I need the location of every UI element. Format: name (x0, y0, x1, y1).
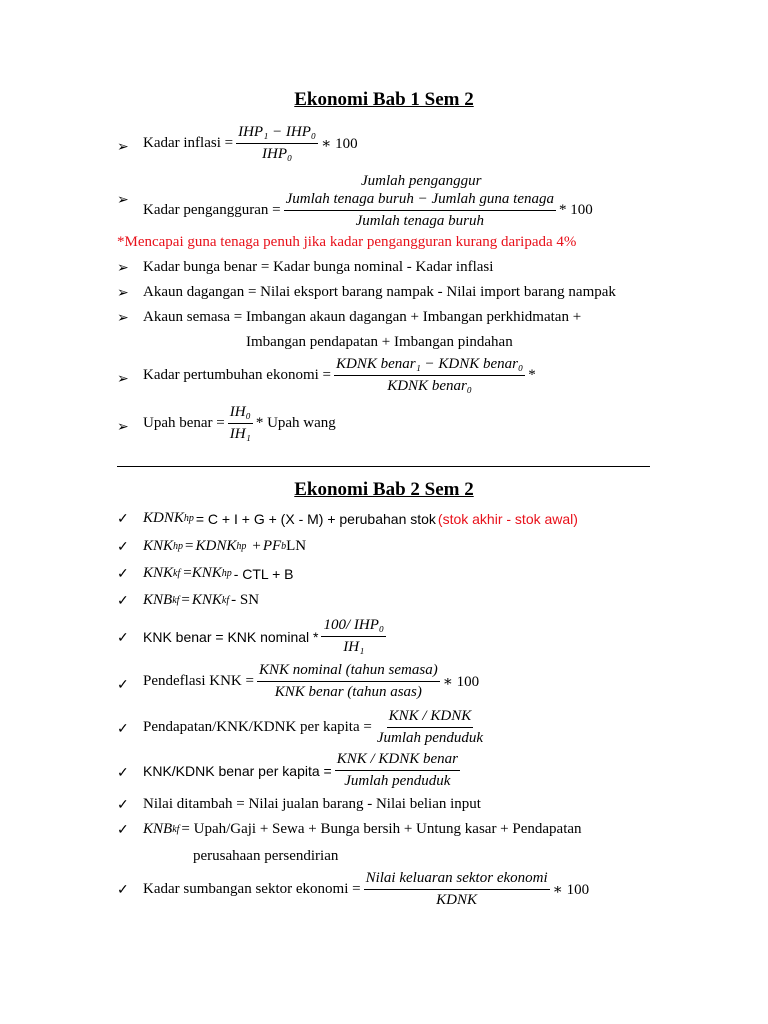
formula-sumbangan-sektor (143, 870, 589, 909)
formula-knk-hp: KNK hp = KDNK hp + PF b LN (143, 538, 307, 554)
formula-kadar-pengangguran (143, 191, 593, 230)
var-ln: LN (286, 538, 307, 554)
formula-nilai-ditambah: Nilai ditambah = Nilai jualan barang - Nilai belian input (143, 796, 481, 812)
label-jumlah-penganggur: Jumlah penganggur (361, 173, 482, 189)
label-knk-benar: KNK benar = KNK nominal * (143, 628, 319, 645)
fraction-inflasi (236, 124, 318, 163)
section-divider (117, 466, 650, 467)
formula-knb-kf-income: KNB kf = Upah/Gaji + Sewa + Bunga bersih + Untung kasar + Pendapatan (143, 821, 582, 837)
var-knk: KNK (191, 592, 222, 608)
check-bullet-icon: ✓ (117, 798, 129, 813)
label-sumbangan-sektor: Kadar sumbangan sektor ekonomi = (143, 881, 361, 897)
denominator: KDNK benar₀ (387, 378, 473, 394)
fraction-per-kapita (375, 708, 485, 747)
fraction-pertumbuhan (334, 356, 525, 395)
numerator: IHP₁ − IHP₀ (236, 124, 318, 144)
check-bullet-icon: ✓ (117, 766, 129, 781)
note-stok: (stok akhir - stok awal) (437, 510, 578, 527)
formula-tail: - CTL + B (233, 565, 294, 582)
numerator: KNK / KDNK benar (335, 751, 460, 771)
arrow-bullet-icon: ➢ (117, 193, 129, 208)
denominator: KNK benar (tahun asas) (274, 684, 422, 700)
fraction-upah (228, 404, 253, 443)
denominator: Jumlah penduduk (344, 773, 451, 789)
check-bullet-icon: ✓ (117, 823, 129, 838)
formula-upah-benar (143, 404, 336, 443)
multiplier: * (528, 367, 536, 383)
formula-body: = Upah/Gaji + Sewa + Bunga bersih + Untung kasar + Pendapatan (181, 821, 582, 837)
fraction-pengangguran (284, 191, 556, 230)
formula-kdnk-hp: KDNK hp = C + I + G + (X - M) + perubahan stok (stok akhir - stok awal) (143, 510, 578, 527)
denominator: KDNK (436, 892, 478, 908)
formula-knk-kf: KNK kf = KNK hp - CTL + B (143, 565, 294, 582)
formula-tail: - SN (231, 592, 260, 608)
var-knb: KNB (143, 821, 173, 837)
multiplier: ∗ 100 (552, 882, 590, 898)
var-kdnk: KDNK (195, 538, 237, 554)
formula-akaun-semasa-cont: Imbangan pendapatan + Imbangan pindahan (246, 334, 513, 350)
multiplier: * Upah wang (255, 415, 336, 431)
check-bullet-icon: ✓ (117, 567, 129, 582)
check-bullet-icon: ✓ (117, 678, 129, 693)
arrow-bullet-icon: ➢ (117, 286, 129, 301)
var-knk: KNK (143, 538, 174, 554)
denominator: Jumlah tenaga buruh (355, 213, 484, 229)
fraction-benar-per-kapita (335, 751, 460, 790)
formula-knb-kf: KNB kf = KNK kf - SN (143, 592, 260, 608)
arrow-bullet-icon: ➢ (117, 140, 129, 155)
multiplier: * 100 (559, 202, 593, 218)
numerator: Jumlah tenaga buruh − Jumlah guna tenaga (284, 191, 556, 211)
var-knb: KNB (143, 592, 173, 608)
arrow-bullet-icon: ➢ (117, 420, 129, 435)
formula-body: = C + I + G + (X - M) + perubahan stok (195, 510, 436, 527)
equals: = (181, 592, 190, 608)
formula-akaun-semasa: Akaun semasa = Imbangan akaun dagangan + Imbangan perkhidmatan + (143, 309, 582, 325)
var-knk: KNK (191, 565, 222, 581)
formula-per-kapita (143, 708, 488, 747)
check-bullet-icon: ✓ (117, 883, 129, 898)
denominator: IH₁ (343, 639, 365, 655)
label-pendeflasi: Pendeflasi KNK = (143, 673, 254, 689)
label-kadar-inflasi: Kadar inflasi = (143, 135, 234, 151)
check-bullet-icon: ✓ (117, 631, 129, 646)
numerator: KNK nominal (tahun semasa) (257, 662, 440, 682)
formula-benar-per-kapita (143, 751, 463, 790)
multiplier: ∗ 100 (442, 674, 480, 690)
equals: = (183, 565, 192, 581)
check-bullet-icon: ✓ (117, 594, 129, 609)
numerator: Nilai keluaran sektor ekonomi (364, 870, 550, 890)
denominator: IH₁ (229, 426, 251, 442)
multiplier: ∗ 100 (321, 136, 358, 152)
label-benar-per-kapita: KNK/KDNK benar per kapita = (143, 762, 332, 779)
fraction-knk-benar (321, 617, 386, 656)
denominator: IHP₀ (262, 146, 293, 162)
check-bullet-icon: ✓ (117, 722, 129, 737)
formula-pendeflasi (143, 662, 479, 701)
note-guna-tenaga-penuh: *Mencapai guna tenaga penuh jika kadar pengangguran kurang daripada 4% (117, 234, 577, 250)
label-per-kapita: Pendapatan/KNK/KDNK per kapita = (143, 719, 372, 735)
formula-kadar-pertumbuhan (143, 356, 536, 395)
var-kdnk: KDNK (143, 510, 184, 526)
var-pf: PF (262, 538, 282, 554)
numerator: KDNK benar₁ − KDNK benar₀ (334, 356, 525, 376)
numerator: IH₀ (228, 404, 253, 424)
arrow-bullet-icon: ➢ (117, 311, 129, 326)
formula-knb-kf-cont: perusahaan persendirian (193, 848, 339, 864)
label-upah-benar: Upah benar = (143, 415, 225, 431)
arrow-bullet-icon: ➢ (117, 261, 129, 276)
numerator: 100/ IHP₀ (321, 617, 386, 637)
denominator: Jumlah penduduk (376, 730, 484, 746)
formula-knk-benar (143, 617, 389, 656)
section-2-title: Ekonomi Bab 2 Sem 2 (294, 479, 474, 500)
label-kadar-pertumbuhan: Kadar pertumbuhan ekonomi = (143, 367, 331, 383)
arrow-bullet-icon: ➢ (117, 372, 129, 387)
fraction-pendeflasi (257, 662, 440, 701)
plus: + (252, 538, 261, 554)
formula-akaun-dagangan: Akaun dagangan = Nilai eksport barang nampak - Nilai import barang nampak (143, 284, 616, 300)
formula-kadar-inflasi (143, 124, 358, 163)
label-kadar-pengangguran: Kadar pengangguran = (143, 202, 281, 218)
check-bullet-icon: ✓ (117, 540, 129, 555)
var-knk: KNK (143, 565, 174, 581)
fraction-sumbangan (364, 870, 550, 909)
section-1-title: Ekonomi Bab 1 Sem 2 (294, 89, 474, 110)
formula-kadar-bunga-benar: Kadar bunga benar = Kadar bunga nominal - Kadar inflasi (143, 259, 494, 275)
equals: = (185, 538, 194, 554)
check-bullet-icon: ✓ (117, 512, 129, 527)
numerator: KNK / KDNK (387, 708, 474, 728)
